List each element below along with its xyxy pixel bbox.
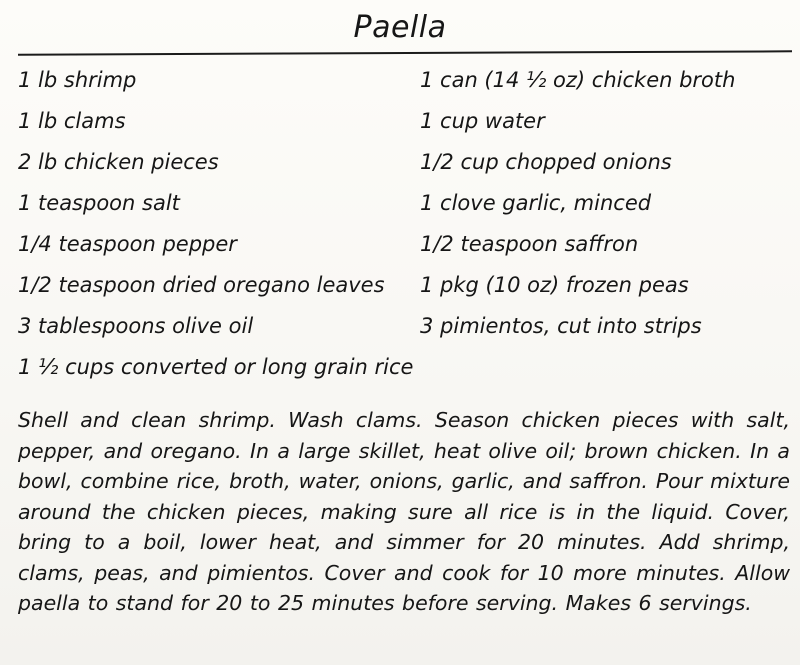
- ingredient-item: 1 cup water: [420, 109, 545, 133]
- ingredient-item: 3 tablespoons olive oil: [18, 314, 254, 338]
- recipe-instructions: Shell and clean shrimp. Wash clams. Season chicken pieces with salt, pepper, and oregano. In a large skillet, heat olive oil; brown chicken. In a bowl, combine rice, broth, water, onions, garlic, and saffron. Pour mixture around the chicken pieces, making sure all rice is in the liquid. Cover, bring to a boil, lower heat, and simmer for 20 minutes. Add shrimp, clams, peas, and pimientos. Cover and cook for 10 more minutes. Allow paella to stand for 20 to 25 minutes before serving. Makes 6 servings.: [18, 408, 790, 615]
- ingredient-item: 1 lb shrimp: [18, 68, 137, 92]
- ingredient-item: 1 ½ cups converted or long grain rice: [18, 355, 414, 379]
- ingredient-item: 1/2 cup chopped onions: [420, 150, 672, 174]
- ingredient-item: 1/4 teaspoon pepper: [18, 232, 237, 256]
- ingredient-item: 1 pkg (10 oz) frozen peas: [420, 273, 689, 297]
- ingredient-item: 1 teaspoon salt: [18, 191, 180, 215]
- ingredient-item: 1/2 teaspoon dried oregano leaves: [18, 273, 385, 297]
- ingredient-item: 1 clove garlic, minced: [420, 191, 652, 215]
- ingredient-item: 1 lb clams: [18, 109, 126, 133]
- ingredients-left-column: [18, 60, 418, 388]
- title-underline: [18, 50, 792, 55]
- ingredient-item: 1/2 teaspoon saffron: [420, 232, 639, 256]
- ingredient-item: 2 lb chicken pieces: [18, 150, 219, 174]
- recipe-title: Paella: [353, 10, 447, 45]
- ingredient-item: 3 pimientos, cut into strips: [420, 314, 702, 338]
- ingredient-item: 1 can (14 ½ oz) chicken broth: [420, 68, 736, 92]
- ingredients-right-column: [420, 60, 795, 347]
